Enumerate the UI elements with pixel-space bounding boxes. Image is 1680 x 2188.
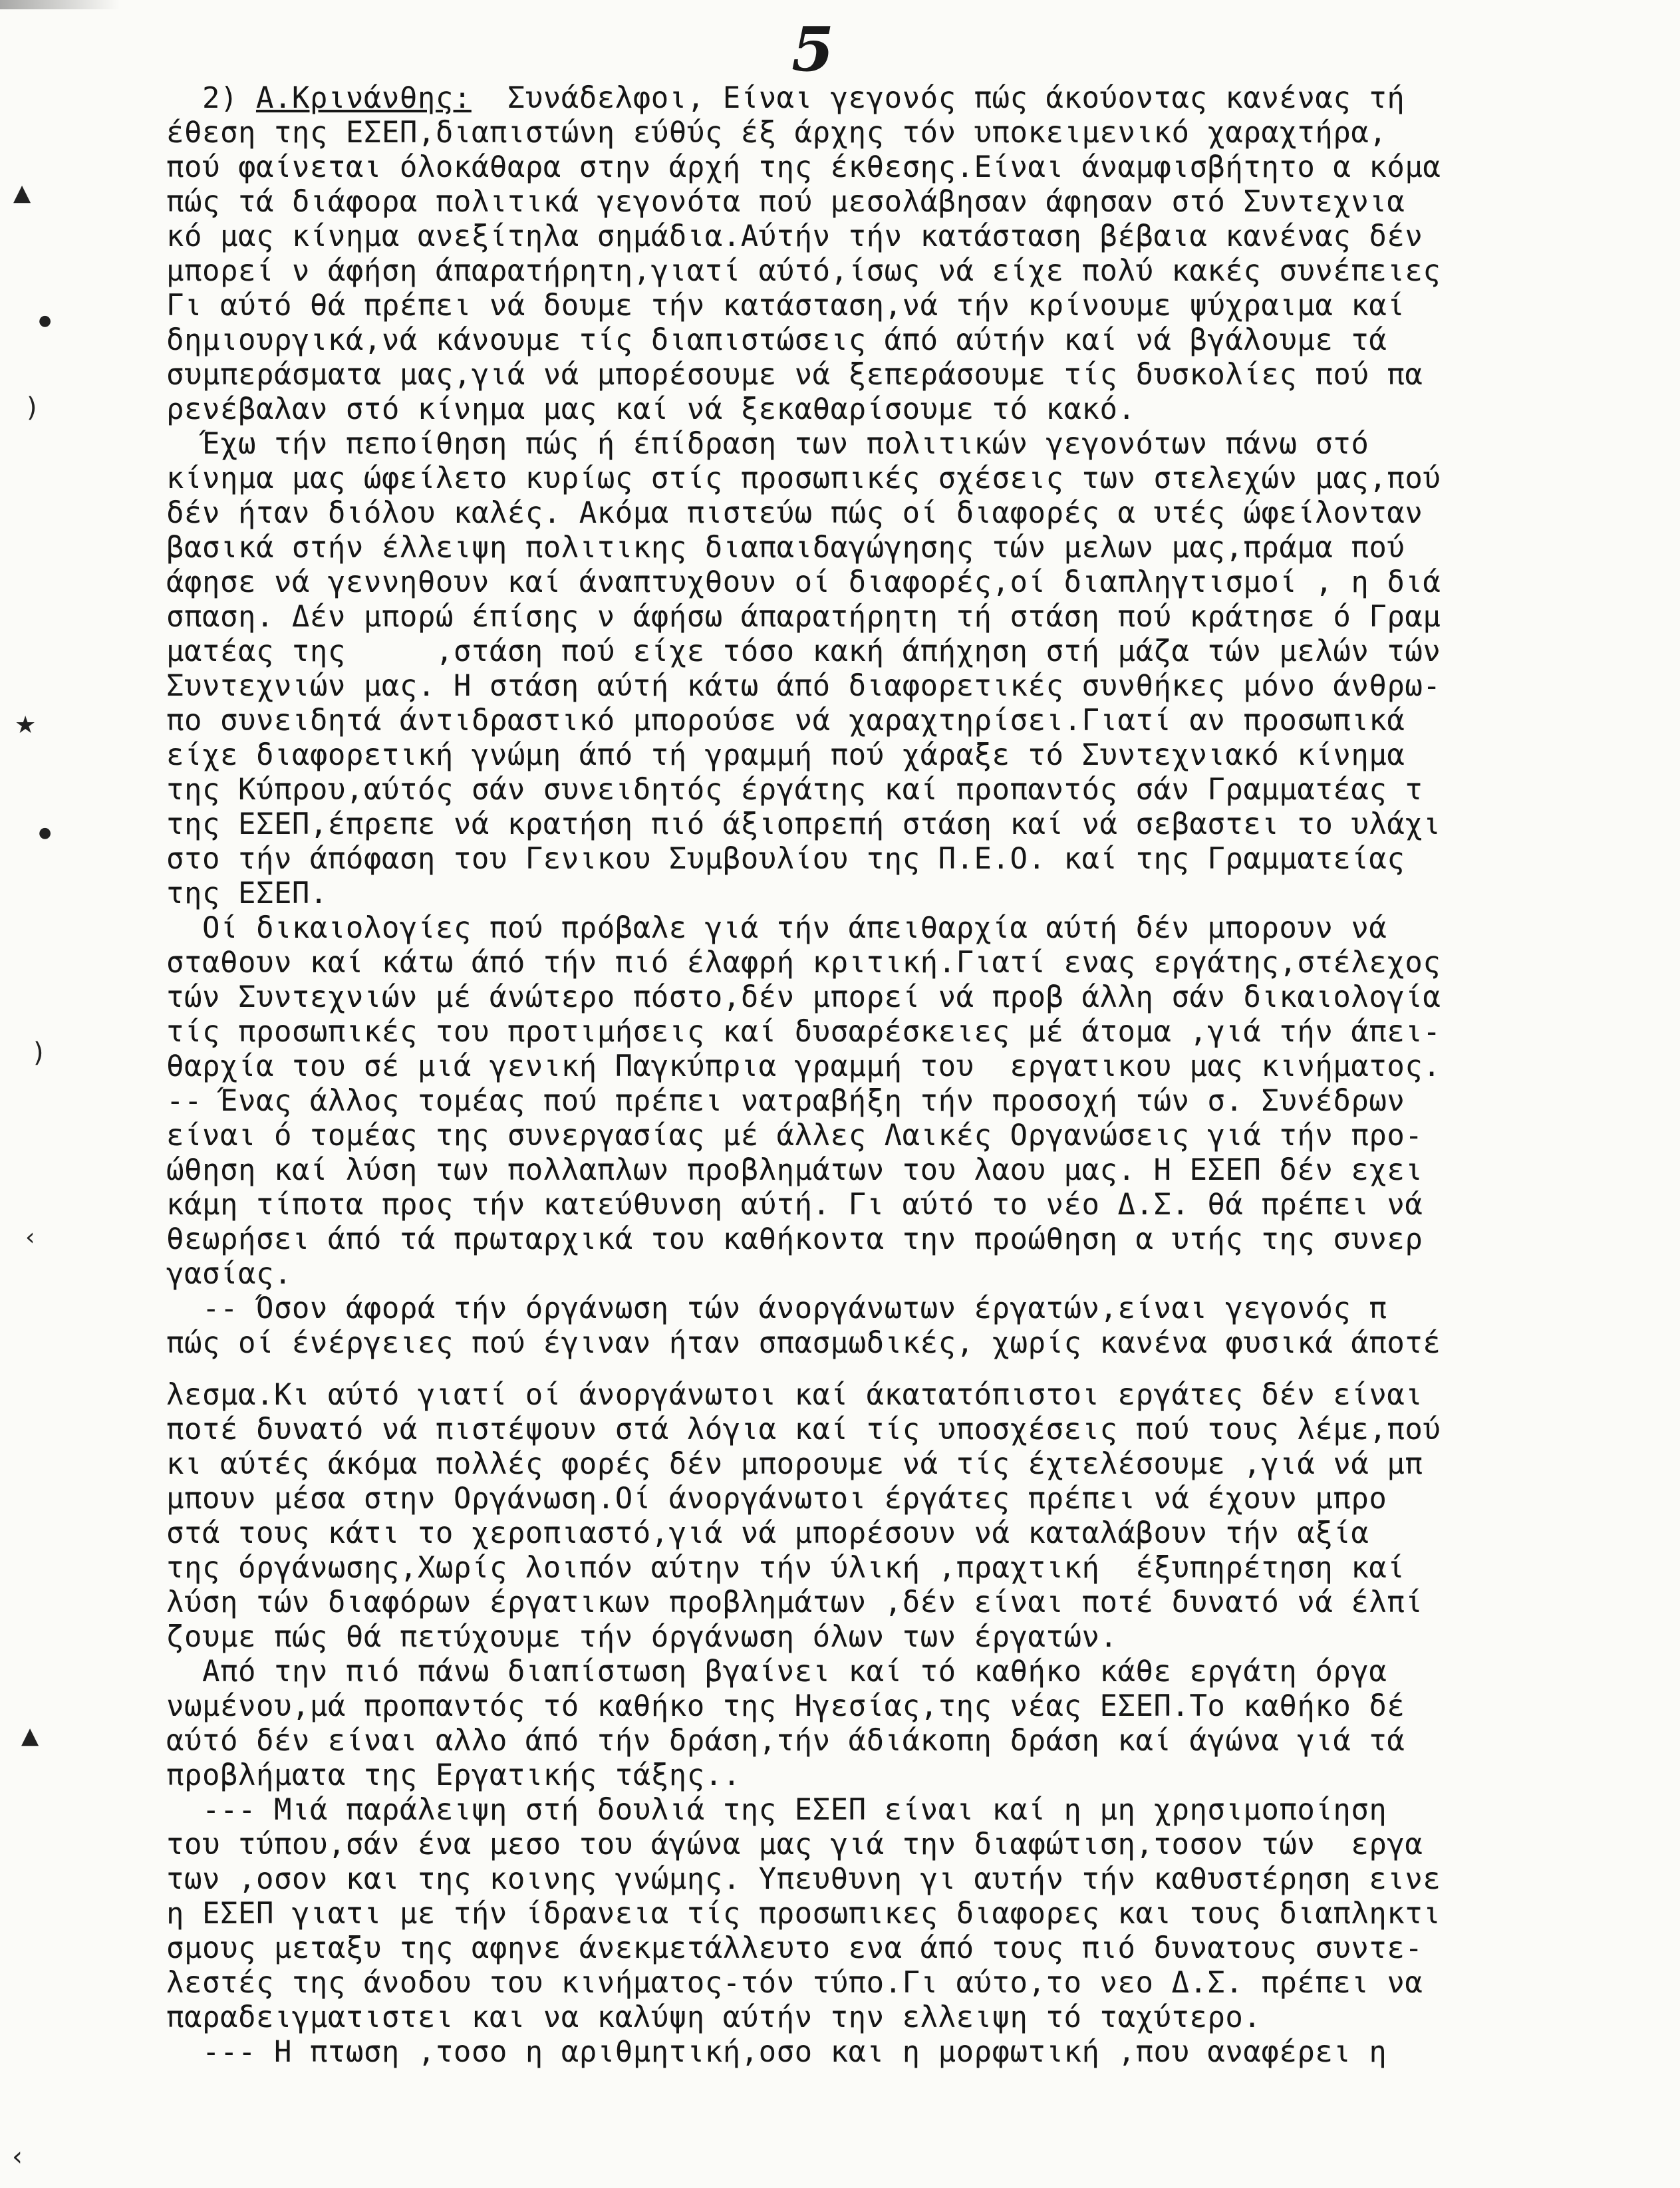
text-line: -- Ένας άλλος τομέας πού πρέπει νατραβήξη τήν προσοχή τών σ. Συνέδρων [166,1084,1405,1118]
text-line: σπαση. Δέν μπορώ έπίσης ν άφήσω άπαρατήρητη τή στάση πού κράτησε ό Γραμ [166,600,1441,634]
speaker-name: Α.Κρινάνθης: [255,81,472,115]
text-line: θαρχία του σέ μιά γενική Παγκύπρια γραμμή του εργατικου μας κινήματος. [166,1049,1441,1083]
text-line: --- Μιά παράλειψη στή δουλιά της ΕΣΕΠ είναι καί η μη χρησιμοποίηση [166,1793,1387,1827]
text-line: των ,οσον και της κοινης γνώμης. Υπευθυνη γι αυτήν τήν καθυστέρηση εινε [166,1862,1441,1896]
text-line: πού φαίνεται όλοκάθαρα στην άρχή της έκθεσης.Είναι άναμφισβήτητο α κόμα [166,150,1441,184]
margin-mark: ● [39,313,52,329]
margin-mark: ▲ [13,180,31,206]
text-line: μπουν μέσα στην Οργάνωση.Οί άνοργάνωτοι έργάτες πρέπει νά έχουν μπρο [166,1482,1387,1516]
text-line: ρενέβαλαν στό κίνημα μας καί νά ξεκαθαρίσουμε τό κακό. [166,392,1136,426]
text-line: ποτέ δυνατό νά πιστέψουν στά λόγια καί τίς υποσχέσεις πού τους λέμε,πού [166,1413,1441,1446]
text-line: βασικά στήν έλλειψη πολιτικης διαπαιδαγώγησης τών μελων μας,πράμα πού [166,531,1405,565]
text-line: στο τήν άπόφαση του Γενικου Συμβουλίου της Π.Ε.Ο. καί της Γραμματείας [166,842,1405,876]
text-line: νωμένου,μά προπαντός τό καθήκο της Ηγεσίας,της νέας ΕΣΕΠ.Το καθήκο δέ [166,1689,1405,1723]
text-line: λεσμα.Κι αύτό γιατί οί άνοργάνωτοι καί άκατατόπιστοι εργάτες δέν είναι [166,1378,1423,1412]
text-line: σταθουν καί κάτω άπό τήν πιό έλαφρή κριτική.Γιατί ενας εργάτης,στέλεχος [166,946,1441,980]
text-line: γασίας. [166,1257,292,1291]
text-line: λύση τών διαφόρων έργατικων προβλημάτων ,δέν είναι ποτέ δυνατό νά έλπί [166,1585,1423,1619]
text-line: -- Όσον άφορά τήν όργάνωση τών άνοργάνωτων έργατών,είναι γεγονός π [166,1292,1387,1325]
text-line: τίς προσωπικές του προτιμήσεις καί δυσαρέσκειες μέ άτομα ,γιά τήν άπει- [166,1015,1441,1049]
text-line: αύτό δέν είναι αλλο άπό τήν δράση,τήν άδιάκοπη δράση καί άγώνα γιά τά [166,1724,1405,1758]
text-line: δέν ήταν διόλου καλές. Ακόμα πιστεύω πώς οί διαφορές α υτές ώφείλονταν [166,496,1423,530]
text-line: λεστές της άνοδου του κινήματος-τόν τύπο.Γι αύτο,το νεο Δ.Σ. πρέπει να [166,1966,1423,2000]
text-line: της Κύπρου,αύτός σάν συνειδητός έργάτης καί προπαντός σάν Γραμματέας τ [166,773,1423,807]
text-line: έθεση της ΕΣΕΠ,διαπιστώνη εύθύς έξ άρχης τόν υποκειμενικό χαραχτήρα, [166,116,1387,150]
text-line: τών Συντεχνιών μέ άνώτερο πόστο,δέν μπορεί νά προβ άλλη σάν δικαιολογία [166,980,1441,1014]
scan-artifact [0,0,120,9]
text-line: προβλήματα της Εργατικής τάξης.. [166,1758,741,1792]
text-line: κάμη τίποτα προς τήν κατεύθυνση αύτή. Γι αύτό το νέο Δ.Σ. θά πρέπει νά [166,1188,1423,1222]
text-line: ματέας της ,στάση πού είχε τόσο κακή άπήχηση στή μάζα τών μελών τών [166,634,1441,668]
margin-mark: ★ [15,712,37,739]
text-line: ώθηση καί λύση των πολλαπλων προβλημάτων του λαου μας. Η ΕΣΕΠ δέν εχει [166,1153,1423,1187]
text-line: είναι ό τομέας της συνεργασίας μέ άλλες Λαικές Οργανώσεις γιά τήν προ- [166,1119,1423,1153]
text-line: της ΕΣΕΠ,έπρεπε νά κρατήση πιό άξιοπρεπή στάση καί νά σεβαστει το υλάχι [166,807,1441,841]
text-line: Από την πιό πάνω διαπίστωση βγαίνει καί τό καθήκο κάθε εργάτη όργα [166,1655,1387,1689]
text-line: η ΕΣΕΠ γιατι με τήν ίδρανεια τίς προσωπικες διαφορες και τους διαπληκτι [166,1897,1441,1931]
text-line: του τύπου,σάν ένα μεσο του άγώνα μας γιά την διαφώτιση,τοσον τών εργα [166,1828,1423,1861]
text-line: πώς οί ένέργειες πού έγιναν ήταν σπασμωδικές, χωρίς κανένα φυσικά άποτέ [166,1326,1441,1360]
text-line: Έχω τήν πεποίθηση πώς ή έπίδραση των πολιτικών γεγονότων πάνω στό [166,427,1369,461]
text-line: --- Η πτωση ,τοσο η αριθμητική,οσο και η μορφωτική ,που αναφέρει η [166,2035,1387,2069]
text-line: της ΕΣΕΠ. [166,877,328,910]
document-body [166,81,1616,2070]
text-line: Γι αύτό θά πρέπει νά δουμε τήν κατάσταση,νά τήν κρίνουμε ψύχραιμα καί [166,289,1405,323]
line-gap [166,1361,1616,1378]
text-line: πώς τά διάφορα πολιτικά γεγονότα πού μεσολάβησαν άφησαν στό Συντεχνια [166,185,1405,219]
text-line: στά τους κάτι το χεροπιαστό,γιά νά μπορέσουν νά καταλάβουν τήν αξία [166,1516,1369,1550]
text-line: Συντεχνιών μας. Η στάση αύτή κάτω άπό διαφορετικές συνθήκες μόνο άνθρω- [166,669,1441,703]
text-line: Οί δικαιολογίες πού πρόβαλε γιά τήν άπειθαρχία αύτή δέν μπορουν νά [166,911,1387,945]
page-number: 5 [791,13,835,85]
margin-mark: ) [27,392,37,423]
text-line: θεωρήσει άπό τά πρωταρχικά του καθήκοντα την προώθηση α υτής της συνερ [166,1222,1423,1256]
text-line: συμπεράσματα μας,γιά νά μπορέσουμε νά ξεπεράσουμε τίς δυσκολίες πού πα [166,358,1423,392]
text-line: κι αύτές άκόμα πολλές φορές δέν μπορουμε νά τίς έχτελέσουμε ,γιά νά μπ [166,1447,1423,1481]
text-line: άφησε νά γεννηθουν καί άναπτυχθουν οί διαφορές,οί διαπληγτισμοί , η διά [166,565,1441,599]
margin-mark: ) [33,1037,44,1068]
text-line: πο συνειδητά άντιδραστικό μπορούσε νά χαραχτηρίσει.Γιατί αν προσωπικά [166,704,1405,738]
text-line: 2) Α.Κρινάνθης: Συνάδελφοι, Είναι γεγονός πώς άκούοντας κανένας τή [166,81,1405,115]
text-line: μπορεί ν άφήση άπαρατήρητη,γιατί αύτό,ίσως νά είχε πολύ κακές συνέπειες [166,254,1441,288]
text-line: κό μας κίνημα ανεξίτηλα σημάδια.Αύτήν τήν κατάσταση βέβαια κανένας δέν [166,219,1423,253]
text-line: της όργάνωσης,Χωρίς λοιπόν αύτην τήν ύλική ,πραχτική έξυπηρέτηση καί [166,1551,1405,1585]
text-line: παραδειγματιστει και να καλύψη αύτήν την ελλειψη τό ταχύτερο. [166,2000,1262,2034]
margin-mark: ‹ [25,1224,35,1251]
text-line: ζουμε πώς θά πετύχουμε τήν όργάνωση όλων των έργατών. [166,1620,1118,1654]
text-line: σμους μεταξυ της αφηνε άνεκμετάλλευτο ενα άπό τους πιό δυνατους συντε- [166,1931,1423,1965]
text-line: είχε διαφορετική γνώμη άπό τή γραμμή πού χάραξε τό Συντεχνιακό κίνημα [166,738,1405,772]
margin-mark: ‹ [12,2141,23,2172]
margin-mark: ▲ [21,1722,39,1749]
text-line: κίνημα μας ώφείλετο κυρίως στίς προσωπικές σχέσεις των στελεχών μας,πού [166,462,1441,495]
margin-mark: ● [39,825,52,841]
text-line: δημιουργικά,νά κάνουμε τίς διαπιστώσεις άπό αύτήν καί νά βγάλουμε τά [166,323,1387,357]
